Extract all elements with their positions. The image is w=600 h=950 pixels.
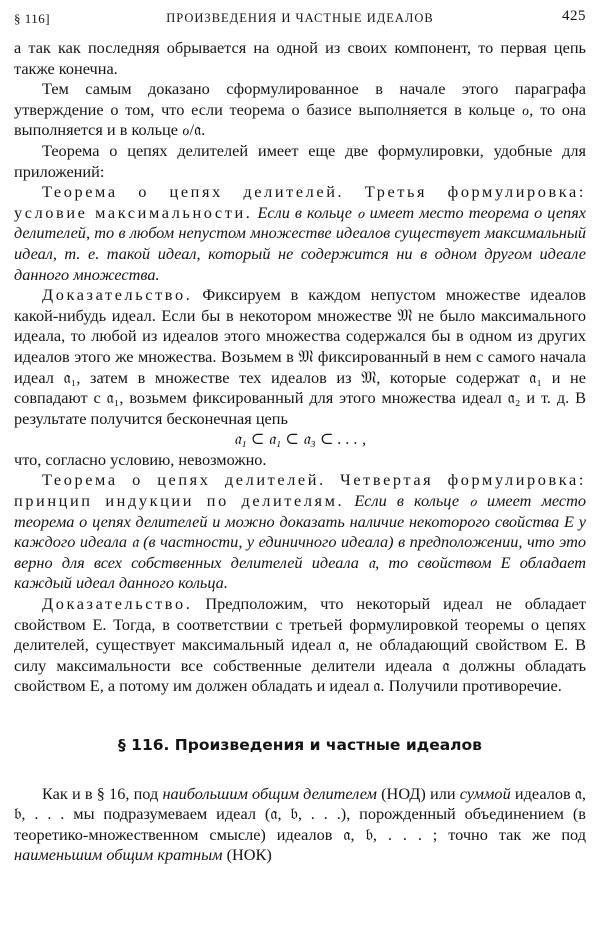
proof-2-label: Доказательство.	[42, 594, 193, 614]
paragraph-after-formula: что, согласно условию, невозможно.	[14, 449, 267, 469]
section-first-paragraph	[14, 784, 586, 866]
text-run: (НОД) или	[381, 783, 456, 803]
text-run: идеалов 𝔞, 𝔟, . . . мы подразумеваем идеал (𝔞, 𝔟, . . .), порожденный объединением (в теоретико-множественном смысле) идеалов 𝔞, 𝔟, . . . ; точно так же под	[14, 783, 586, 844]
theorem-4-label: Теорема о цепях делителей. Четвертая формулировка: принцип индукции по делителям.	[14, 470, 586, 511]
section-reference: § 116]	[14, 11, 51, 26]
theorem-3	[14, 182, 586, 285]
chain-formula: 𝔞₁ ⊂ 𝔞₁ ⊂ 𝔞₃ ⊂ . . . ,	[233, 429, 367, 449]
proof-1	[14, 285, 586, 429]
theorem-4-statement: Если в кольце ℴ имеет место теорема о цепях делителей и можно доказать наличие некоторого свойства E у каждого идеала 𝔞 (в частности, у единичного идеала) в предположении, что это верно для всех собственных делителей идеала 𝔞, то свойством E обладает каждый идеал данного кольца.	[14, 491, 587, 593]
text-run: (НОК)	[226, 845, 272, 865]
proof-2	[14, 594, 586, 697]
proof-1-text: Фиксируем в каждом непустом множестве идеалов какой-нибудь идеал. Если бы в некотором множестве 𝔐 не было максимального идеала, то любой из идеалов этого множества содержался бы в одном из других идеалов этого же множества. Возьмем в 𝔐 фиксированный в нем с самого начала идеал 𝔞₁, затем в множестве тех идеалов из 𝔐, которые содержат 𝔞₁ и не совпадают с 𝔞₁, возьмем фиксированный для этого множества идеал 𝔞₂ и т. д. В результате получится бесконечная цепь	[14, 285, 586, 428]
term-gcd: наибольшим общим делителем	[162, 783, 377, 803]
paragraph-conclusion: Тем самым доказано сформулированное в начале этого параграфа утверждение о том, что если теорема о базисе выполняется в кольце ℴ, то она выполняется и в кольце ℴ/𝔞.	[14, 79, 586, 140]
paragraph-intro: Теорема о цепях делителей имеет еще две формулировки, удобные для приложений:	[14, 140, 586, 181]
theorem-3-statement: Если в кольце ℴ имеет место теорема о цепях делителей, то в любом непустом множестве идеалов существует максимальный идеал, т. е. такой идеал, который не содержится ни в одном другом идеале данного множества.	[14, 202, 586, 284]
page-body	[14, 38, 586, 866]
text-run: Как и в § 16, под	[42, 783, 159, 803]
running-title: ПРОИЗВЕДЕНИЯ И ЧАСТНЫЕ ИДЕАЛОВ	[166, 11, 434, 25]
proof-2-text: Предположим, что некоторый идеал не обладает свойством E. Тогда, в соответствии с третьей формулировкой теоремы о цепях делителей, существует максимальный идеал 𝔞, не обладающий свойством E. В силу максимальности все собственные делители идеала 𝔞 должны обладать свойством E, а потому им должен обладать и идеал 𝔞. Получили противоречие.	[14, 594, 587, 696]
proof-1-label: Доказательство.	[42, 285, 193, 305]
section-heading: § 116. Произведения и частные идеалов	[118, 736, 482, 754]
term-sum: суммой	[459, 783, 511, 803]
paragraph-continuation: а так как последняя обрывается на одной из своих компонент, то первая цепь также конечна.	[14, 38, 586, 78]
page-number: 425	[562, 8, 586, 24]
running-head	[14, 8, 586, 30]
term-lcm: наименьшим общим кратным	[14, 845, 223, 865]
theorem-3-label: Теорема о цепях делителей. Третья формулировка: условие максимальности.	[14, 182, 586, 222]
theorem-4	[14, 470, 586, 594]
